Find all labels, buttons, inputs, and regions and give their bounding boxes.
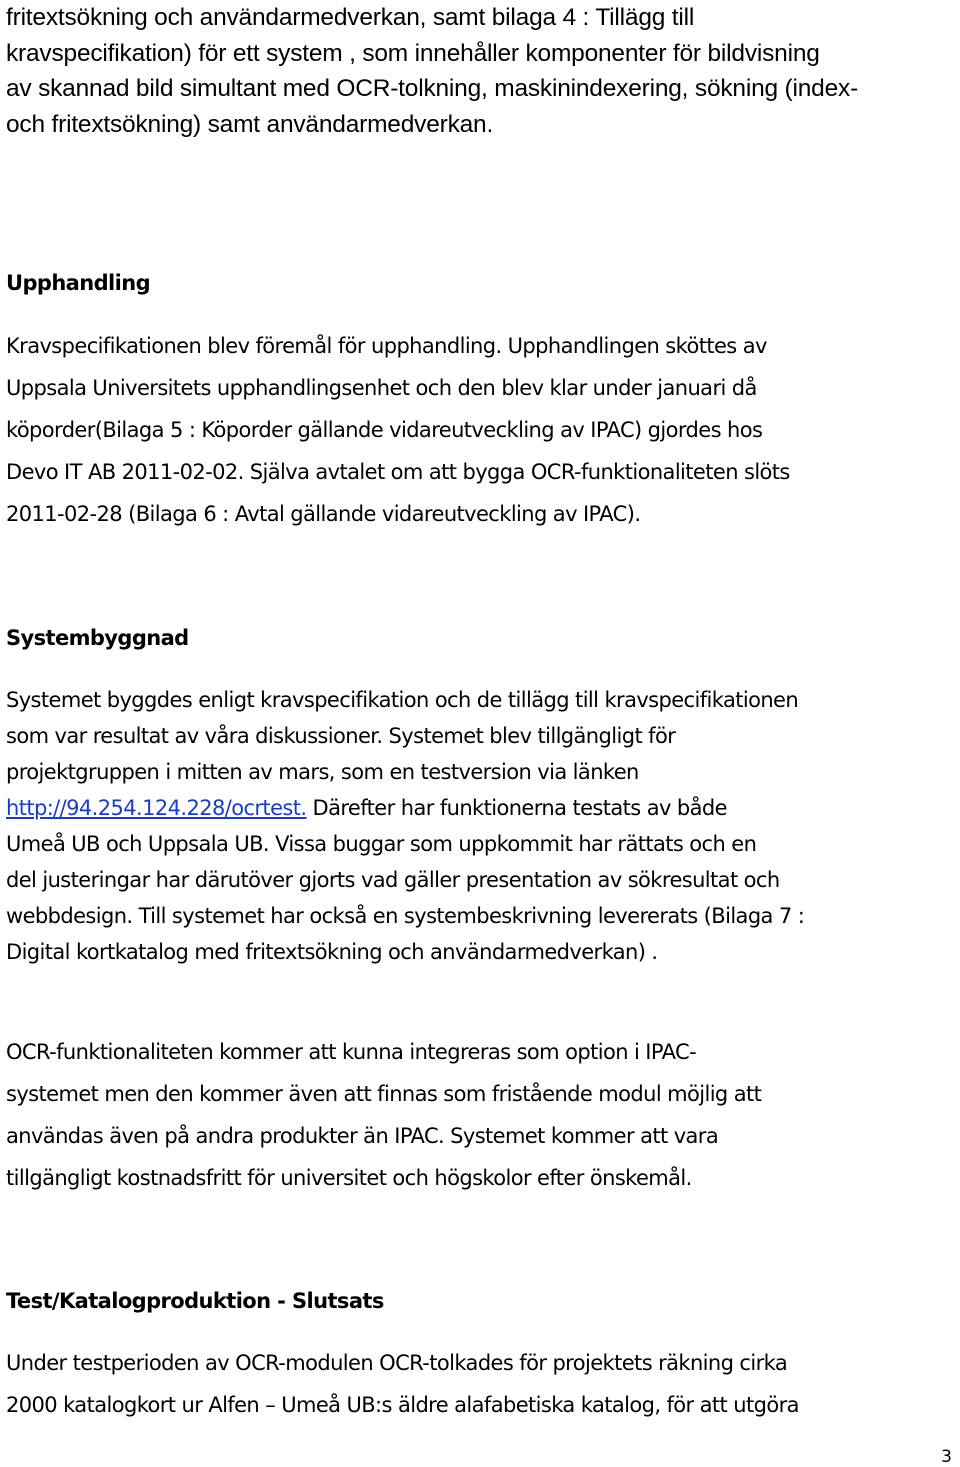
ocrtest-link[interactable]: http://94.254.124.228/ocrtest. — [6, 796, 307, 820]
paragraph-text: Därefter har funktionerna testats av både — [306, 796, 727, 820]
paragraph-line: Under testperioden av OCR-modulen OCR-tolkades för projektets räkning cirka — [6, 1351, 788, 1375]
paragraph-line: 2000 katalogkort ur Alfen – Umeå UB:s äldre alafabetiska katalog, för att utgöra — [6, 1393, 799, 1417]
paragraph-line: del justeringar har därutöver gjorts vad gäller presentation av sökresultat och — [6, 868, 780, 892]
paragraph-line: tillgängligt kostnadsfritt för universitet och högskolor efter önskemål. — [6, 1166, 692, 1190]
paragraph-line: 2011-02-28 (Bilaga 6 : Avtal gällande vidareutveckling av IPAC). — [6, 502, 641, 526]
paragraph-line: Uppsala Universitets upphandlingsenhet och den blev klar under januari då — [6, 376, 757, 400]
intro-line: av skannad bild simultant med OCR-tolkning, maskinindexering, sökning (index- — [6, 75, 859, 102]
paragraph-line: Devo IT AB 2011-02-02. Själva avtalet om att bygga OCR-funktionaliteten slöts — [6, 460, 790, 484]
paragraph-line: webbdesign. Till systemet har också en systembeskrivning levererats (Bilaga 7 : — [6, 904, 805, 928]
intro-line: fritextsökning och användarmedverkan, samt bilaga 4 : Tillägg till — [6, 4, 695, 31]
section-heading-upphandling: Upphandling — [6, 271, 150, 295]
paragraph-line: som var resultat av våra diskussioner. Systemet blev tillgängligt för — [6, 724, 676, 748]
section-heading-test: Test/Katalogproduktion - Slutsats — [6, 1289, 384, 1313]
page-number: 3 — [941, 1447, 952, 1467]
paragraph-line: OCR-funktionaliteten kommer att kunna integreras som option i IPAC- — [6, 1040, 697, 1064]
paragraph-line: projektgruppen i mitten av mars, som en testversion via länken — [6, 760, 639, 784]
paragraph-line: systemet men den kommer även att finnas som fristående modul möjlig att — [6, 1082, 762, 1106]
paragraph-line: köporder(Bilaga 5 : Köporder gällande vidareutveckling av IPAC) gjordes hos — [6, 418, 763, 442]
paragraph-line: Umeå UB och Uppsala UB. Vissa buggar som uppkommit har rättats och en — [6, 832, 757, 856]
paragraph-line: Kravspecifikationen blev föremål för upphandling. Upphandlingen sköttes av — [6, 334, 767, 358]
intro-line: kravspecifikation) för ett system , som innehåller komponenter för bildvisning — [6, 40, 820, 67]
paragraph-line: Systemet byggdes enligt kravspecifikation och de tillägg till kravspecifikationen — [6, 688, 799, 712]
section-heading-systembyggnad: Systembyggnad — [6, 626, 189, 650]
intro-line: och fritextsökning) samt användarmedverkan. — [6, 111, 494, 138]
paragraph-line: Digital kortkatalog med fritextsökning och användarmedverkan) . — [6, 940, 658, 964]
paragraph-line: användas även på andra produkter än IPAC. Systemet kommer att vara — [6, 1124, 719, 1148]
paragraph-line-with-link — [6, 798, 727, 819]
